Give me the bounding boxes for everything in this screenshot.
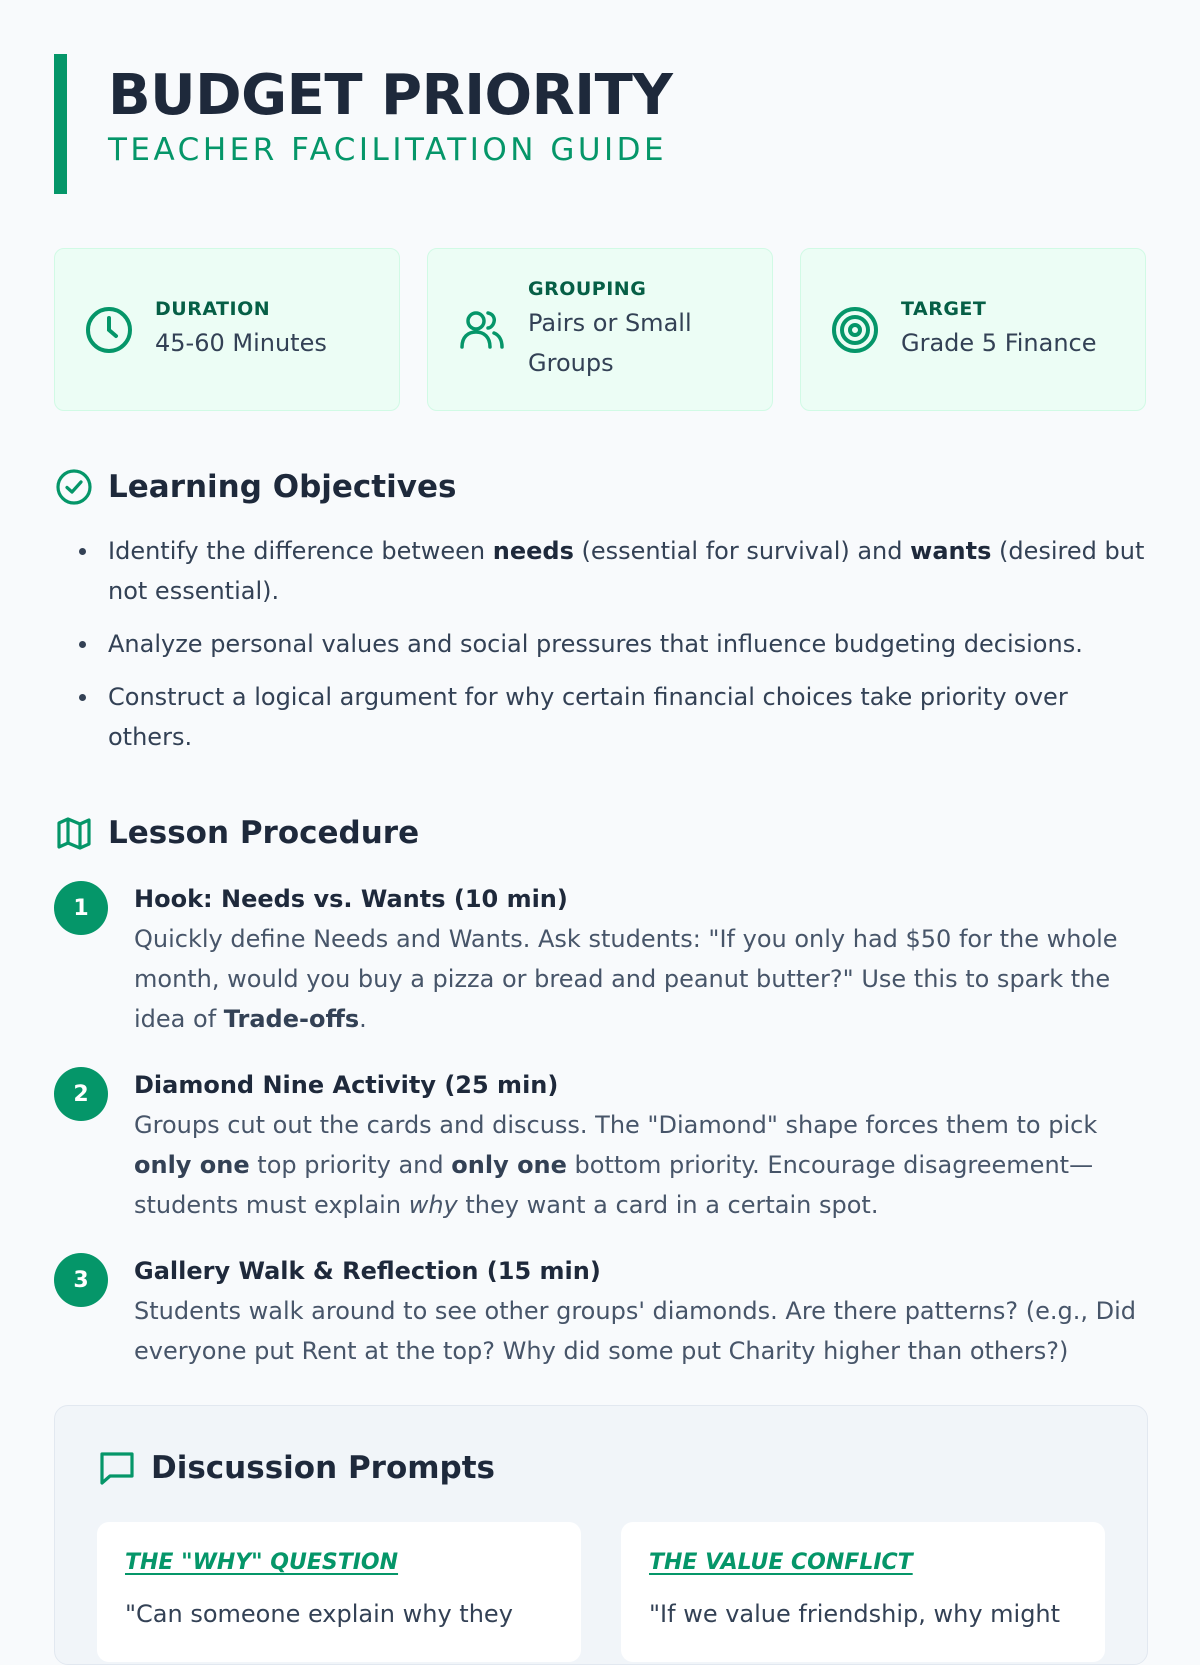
- prompt-card: [621, 1522, 1105, 1662]
- discussion-heading: [97, 1448, 1105, 1488]
- duration-label: DURATION: [155, 297, 271, 320]
- duration-card: [54, 248, 400, 411]
- prompt-card: [97, 1522, 581, 1662]
- prompt-title: THE "WHY" QUESTION: [125, 1550, 399, 1575]
- procedure-step: [54, 1251, 1148, 1371]
- grouping-value-line2: Groups: [528, 348, 614, 377]
- objective-item: Analyze personal values and social pressures that influence budgeting decisions.: [54, 624, 1148, 664]
- page-subtitle: TEACHER FACILITATION GUIDE: [108, 132, 668, 168]
- objectives-heading: [54, 467, 1148, 507]
- objective-item: Construct a logical argument for why certain financial choices take priority over others.: [54, 677, 1148, 757]
- procedure-heading: [54, 813, 1148, 853]
- step-description: Quickly define Needs and Wants. Ask students: "If you only had $50 for the whole month, would you buy a pizza or bread and peanut butter?" Use this to spark the idea of Trade-offs.: [134, 925, 1118, 1033]
- clock-icon: [83, 304, 135, 356]
- discussion-panel: [54, 1405, 1148, 1665]
- grouping-label: GROUPING: [528, 277, 647, 300]
- header: [54, 54, 1148, 194]
- prompt-cards: [97, 1522, 1105, 1662]
- page-title: BUDGET PRIORITY: [108, 63, 673, 128]
- guide-page: [54, 54, 1148, 1665]
- target-label: TARGET: [901, 297, 987, 320]
- prompt-text: "If we value friendship, why might: [649, 1600, 1061, 1628]
- procedure-step: [54, 1065, 1148, 1225]
- info-cards: [54, 248, 1148, 411]
- procedure-title: Lesson Procedure: [108, 815, 420, 851]
- procedure-step: [54, 879, 1148, 1039]
- duration-value: 45-60 Minutes: [155, 328, 327, 357]
- step-title: Diamond Nine Activity (25 min): [134, 1071, 559, 1099]
- step-number: 3: [54, 1253, 108, 1307]
- procedure-steps: [54, 879, 1148, 1371]
- grouping-card: [427, 248, 773, 411]
- step-number: 2: [54, 1067, 108, 1121]
- objectives-title: Learning Objectives: [108, 469, 457, 505]
- step-title: Gallery Walk & Reflection (15 min): [134, 1257, 601, 1285]
- target-icon: [829, 304, 881, 356]
- grouping-value: [528, 303, 692, 383]
- objectives-list: [54, 531, 1148, 757]
- accent-bar: [54, 54, 67, 194]
- check-circle-icon: [54, 467, 94, 507]
- map-icon: [54, 813, 94, 853]
- step-title: Hook: Needs vs. Wants (10 min): [134, 885, 568, 913]
- prompt-text: "Can someone explain why they: [125, 1600, 513, 1628]
- step-description: Groups cut out the cards and discuss. The "Diamond" shape forces them to pick only one top priority and only one bottom priority. Encourage disagreement—students must explain why they want a card in a certain spot.: [134, 1111, 1098, 1219]
- prompt-title: THE VALUE CONFLICT: [649, 1550, 913, 1575]
- grouping-value-line1: Pairs or Small: [528, 308, 692, 337]
- users-icon: [456, 304, 508, 356]
- message-square-icon: [97, 1448, 137, 1488]
- target-value: Grade 5 Finance: [901, 328, 1097, 357]
- step-description: Students walk around to see other groups' diamonds. Are there patterns? (e.g., Did everyone put Rent at the top? Why did some put Charity higher than others?): [134, 1297, 1137, 1365]
- discussion-title: Discussion Prompts: [151, 1450, 496, 1486]
- step-number: 1: [54, 881, 108, 935]
- target-card: [800, 248, 1146, 411]
- objective-item: Identify the difference between needs (essential for survival) and wants (desired but not essential).: [54, 531, 1148, 611]
